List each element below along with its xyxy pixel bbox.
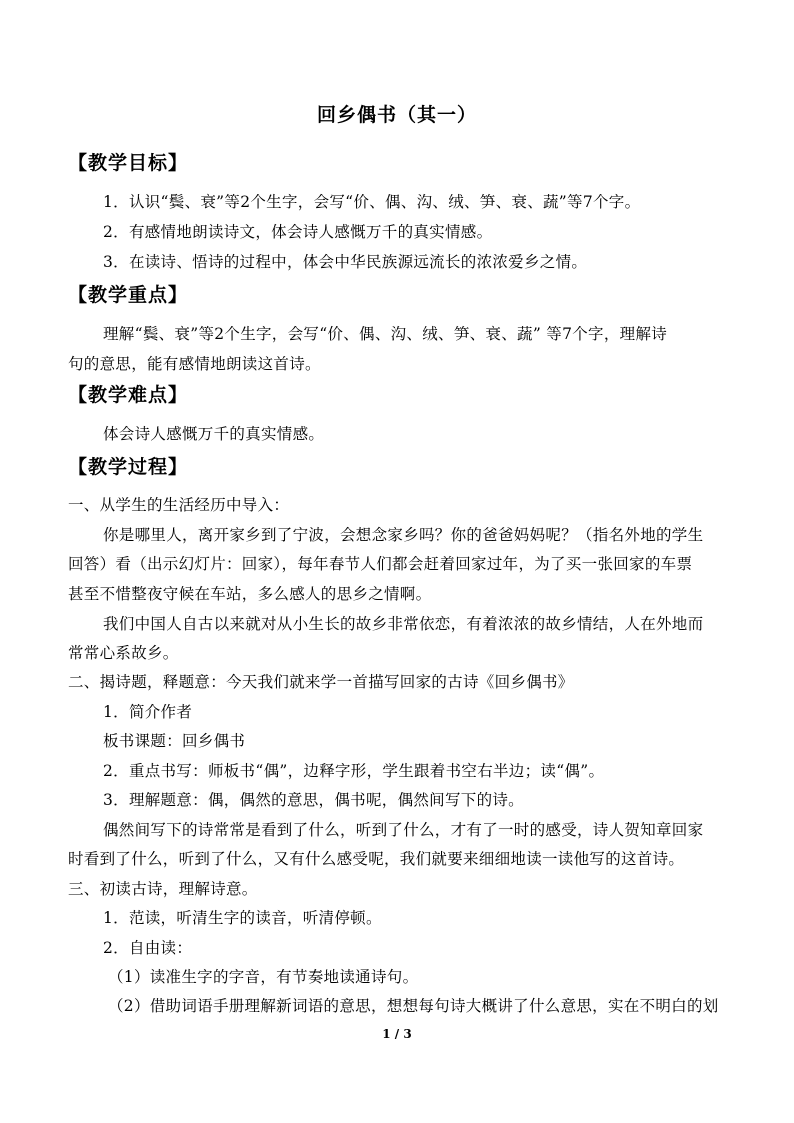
- process-line: 二、揭诗题，释题意：今天我们就来学一首描写回家的古诗《回乡偶书》: [68, 673, 574, 691]
- process-line: 板书课题：回乡偶书: [103, 732, 246, 750]
- key-line: 理解“鬓、衰”等2个生字，会写“价、偶、沟、绒、笋、衰、蔬” 等7个字，理解诗: [103, 325, 668, 343]
- process-line: 你是哪里人，离开家乡到了宁波，会想念家乡吗？你的爸爸妈妈呢？（指名外地的学生: [103, 526, 704, 544]
- process-line: （2）借助词语手册理解新词语的意思，想想每句诗大概讲了什么意思，实在不明白的划: [108, 997, 719, 1015]
- process-line: 3．理解题意：偶，偶然的意思，偶书呢，偶然间写下的诗。: [103, 791, 524, 809]
- process-line: 1．简介作者: [103, 703, 193, 721]
- goal-line: 1．认识“鬓、衰”等2个生字，会写“价、偶、沟、绒、笋、衰、蔬”等7个字。: [103, 193, 641, 211]
- process-line: （1）读准生字的字音，有节奏地读通诗句。: [108, 968, 419, 986]
- process-line: 甚至不惜整夜守候在车站，多么感人的思乡之情啊。: [68, 585, 432, 603]
- page-number: 1 / 3: [382, 1027, 412, 1041]
- process-line: 时看到了什么，听到了什么，又有什么感受呢，我们就要来细细地读一读他写的这首诗。: [68, 850, 685, 868]
- goal-line: 2．有感情地朗读诗文，体会诗人感慨万千的真实情感。: [103, 223, 493, 241]
- section-heading-difficult: 【教学难点】: [68, 384, 189, 406]
- process-line: 回答）看（出示幻灯片：回家），每年春节人们都会赶着回家过年，为了买一张回家的车票: [68, 555, 693, 573]
- page-title: 回乡偶书（其一）: [316, 104, 477, 126]
- goal-line: 3．在读诗、悟诗的过程中，体会中华民族源远流长的浓浓爱乡之情。: [103, 253, 588, 271]
- process-line: 1．范读，听清生字的读音，听清停顿。: [103, 909, 382, 927]
- process-line: 一、从学生的生活经历中导入：: [68, 496, 290, 514]
- section-heading-key: 【教学重点】: [68, 284, 189, 306]
- process-line: 2．自由读：: [103, 939, 193, 957]
- difficult-line: 体会诗人感慨万千的真实情感。: [103, 425, 325, 443]
- process-line: 偶然间写下的诗常常是看到了什么，听到了什么，才有了一时的感受，诗人贺知章回家: [103, 821, 704, 839]
- process-line: 常常心系故乡。: [68, 644, 179, 662]
- section-heading-goals: 【教学目标】: [68, 152, 189, 174]
- section-heading-process: 【教学过程】: [68, 456, 189, 478]
- key-line: 句的意思，能有感情地朗读这首诗。: [68, 355, 321, 373]
- process-line: 2．重点书写：师板书“偶”，边释字形，学生跟着书空右半边；读“偶”。: [103, 762, 605, 780]
- process-line: 我们中国人自古以来就对从小生长的故乡非常依恋，有着浓浓的故乡情结，人在外地而: [103, 615, 704, 633]
- process-line: 三、初读古诗，理解诗意。: [68, 880, 258, 898]
